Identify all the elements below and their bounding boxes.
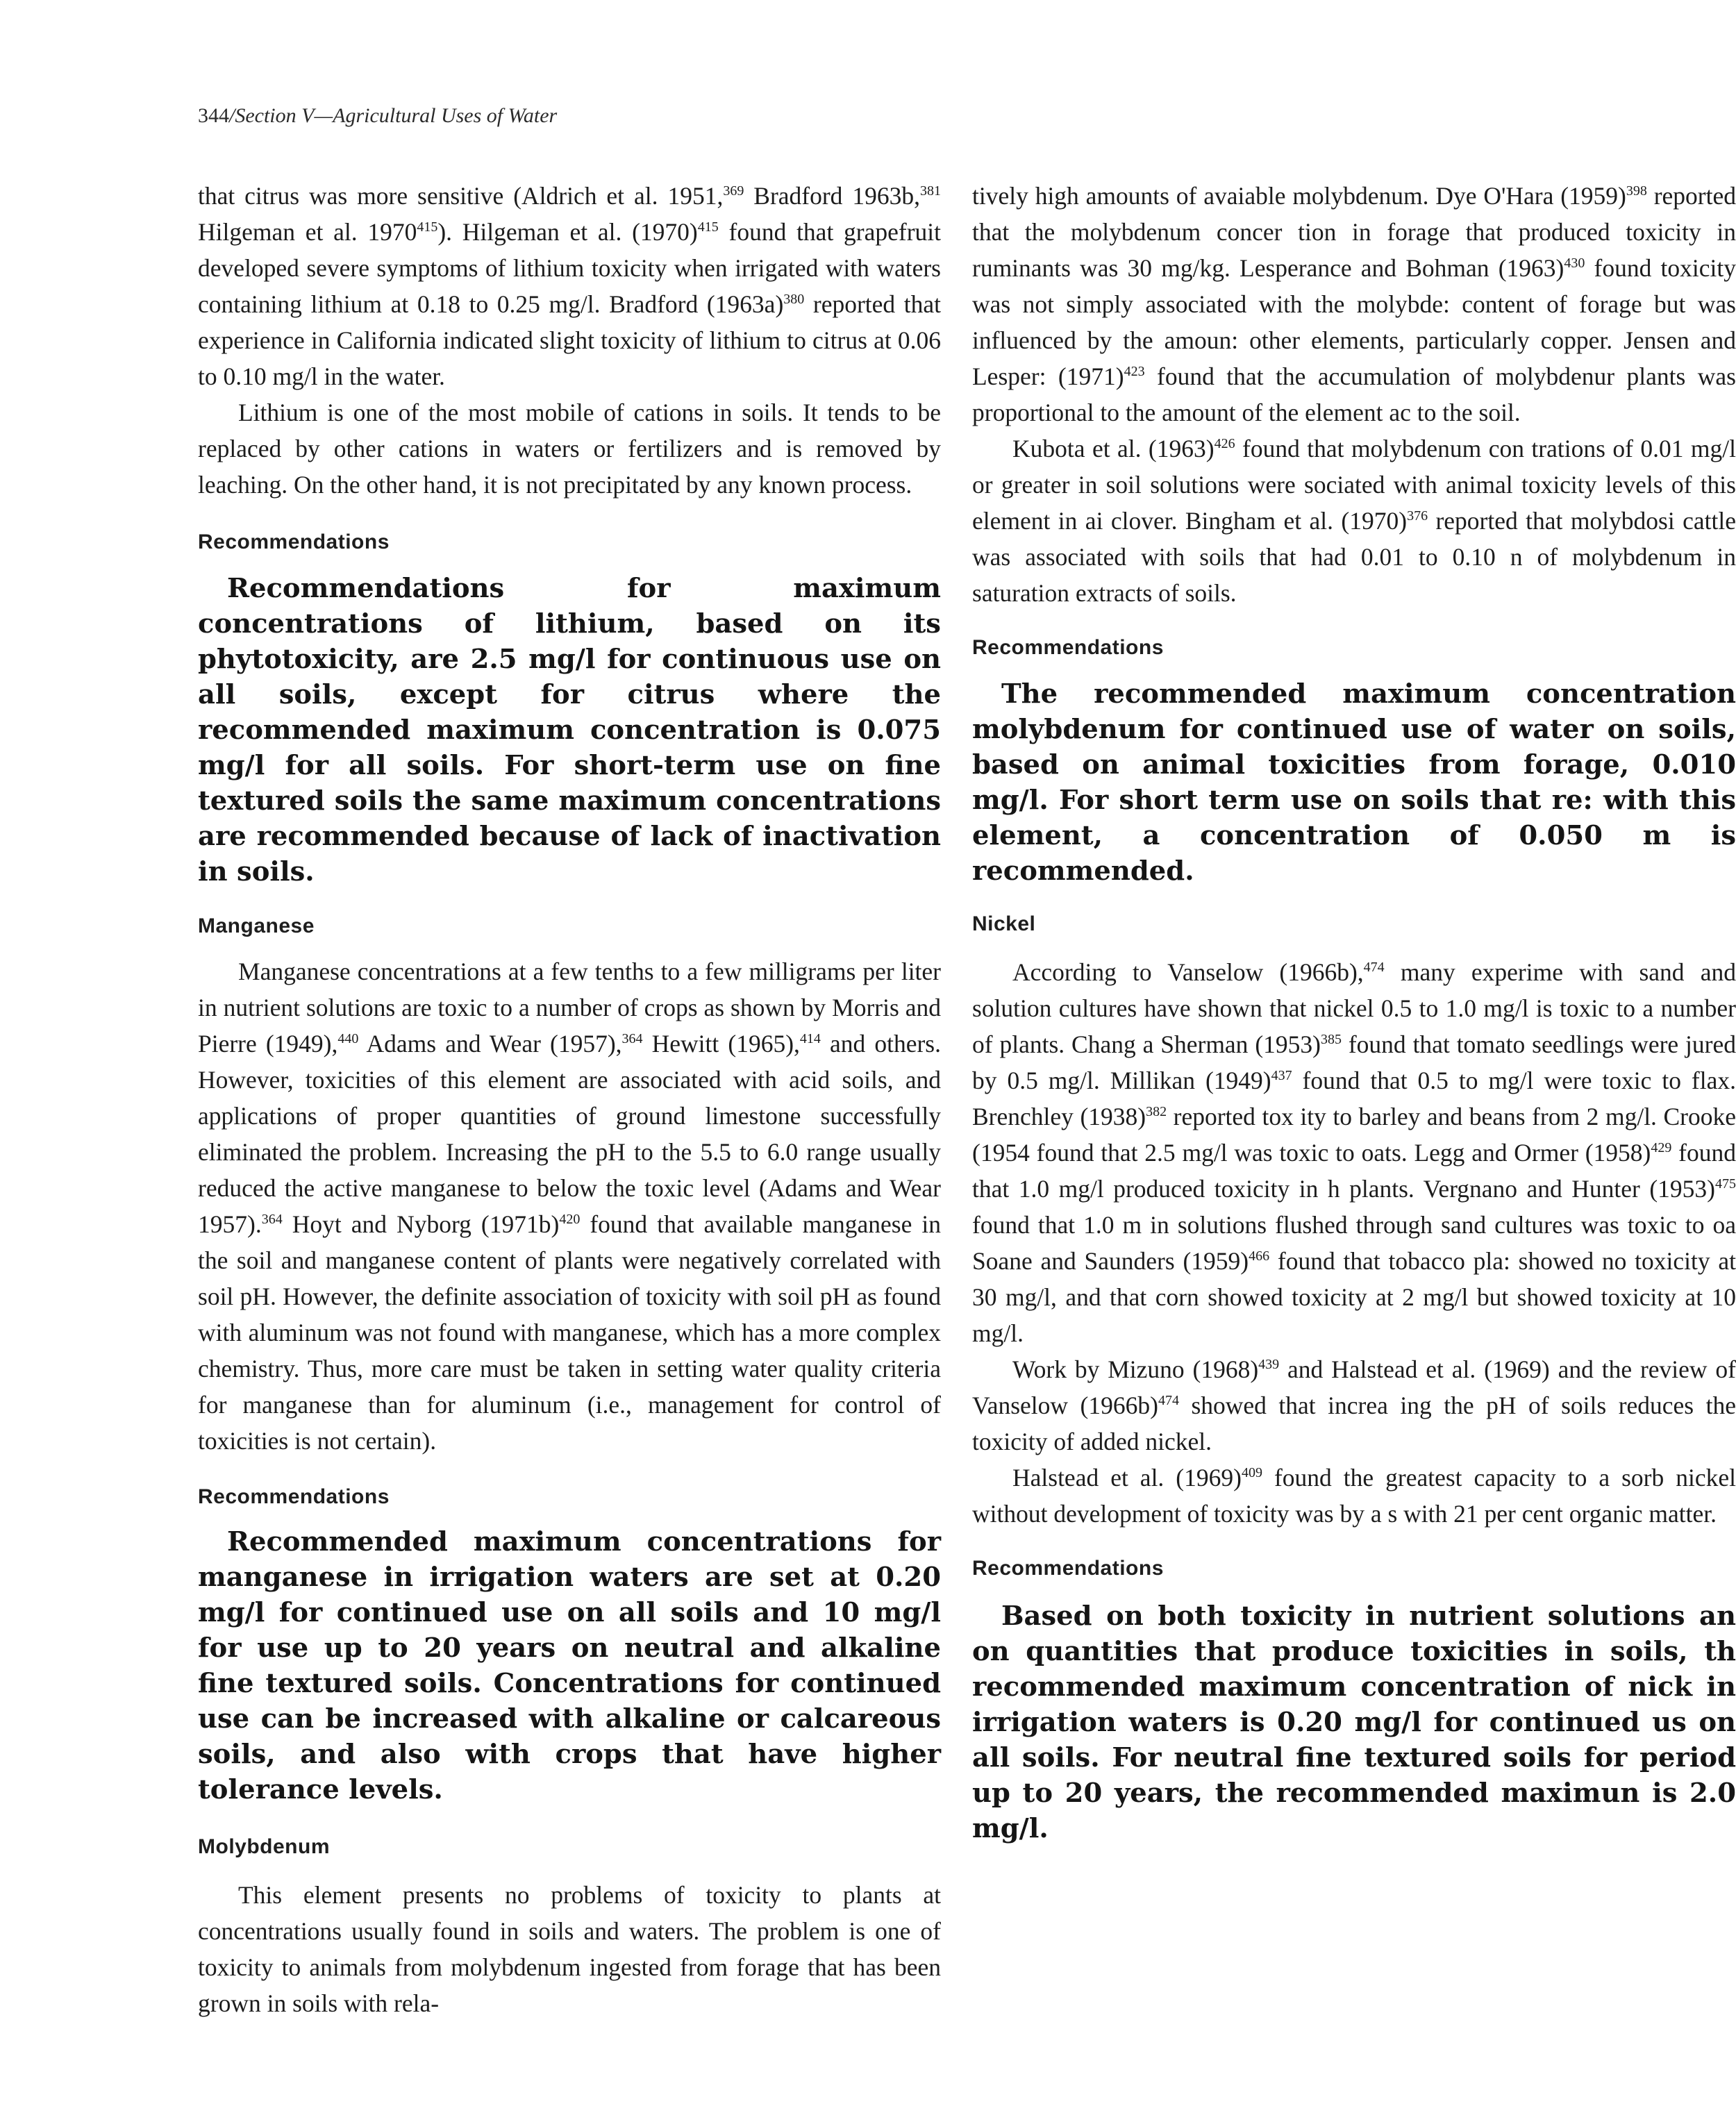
citation: 364: [261, 1212, 283, 1228]
citation: 423: [1124, 364, 1145, 380]
section-heading-recommendations: Recommendations: [198, 530, 390, 553]
recommendation-lithium: Recommendations for maximum concentrations of lithium, based on its phytotoxicity, are 2.5 mg/l for continuous use on all soils, except for citrus where the recommended maximum concentration is 0.075 mg/l for all soils. For short-term use on fine textured soils the same maximum concentrations are recommended because of lack of inactivation in soils.: [198, 573, 941, 887]
citation: 415: [417, 219, 438, 235]
text: that citrus was more sensitive (Aldrich et al. 1951,: [198, 182, 724, 210]
text: Bradford 1963b,: [744, 182, 920, 210]
citation: 415: [697, 219, 719, 235]
citation: 414: [799, 1031, 821, 1047]
section-heading-nickel: Nickel: [972, 912, 1036, 935]
paragraph-molybdenum-soil: [972, 431, 1736, 611]
citation: 437: [1271, 1068, 1292, 1084]
paragraph-manganese: [198, 953, 941, 1459]
citation: 474: [1363, 960, 1385, 976]
text: found toxicity was not simply associated with the molybde: content of forage but was influenced by the amoun: other elements, particularly copper. Jensen and Lesper: (1971): [972, 254, 1736, 390]
text: Kubota et al. (1963): [1012, 435, 1215, 462]
citation: 364: [621, 1031, 643, 1047]
citation: 381: [919, 183, 941, 199]
text: found that tobacco pla: showed no toxicity at 30 mg/l, and that corn showed toxicity at 2 mg/l but showed toxicity at 10 mg/l.: [972, 1247, 1736, 1347]
text: ). Hilgeman et al. (1970): [437, 218, 698, 246]
text: reported tox ity to barley and beans from 2 mg/l. Crooke (1954 found that 2.5 mg/l was toxic to oats. Legg and Ormer (1958): [972, 1103, 1736, 1167]
text: found that 0.5 to mg/l were toxic to flax. Brenchley (1938): [972, 1067, 1736, 1130]
text: reported that the molybdenum concer tion in forage that produced toxicity in ruminants was 30 mg/kg. Lesperance and Bohman (1963): [972, 182, 1736, 282]
citation: 385: [1320, 1032, 1342, 1048]
text: found that the accumulation of molybdenur plants was proportional to the amount of the element ac to the soil.: [972, 362, 1736, 426]
paragraph-nickel-organic: [972, 1460, 1736, 1532]
text: Adams and Wear (1957),: [358, 1030, 622, 1058]
citation: 429: [1651, 1140, 1672, 1156]
page-number: 344: [198, 104, 229, 127]
text: tively high amounts of avaiable molybdenum. Dye O'Hara (1959): [972, 182, 1626, 210]
citation: 409: [1241, 1465, 1262, 1481]
text: Hewitt (1965),: [642, 1030, 800, 1058]
citation: 369: [723, 183, 744, 199]
running-header: [198, 104, 557, 128]
recommendation-nickel: Based on both toxicity in nutrient solutions an on quantities that produce toxicities in soils, th recommended maximum concentration of nick in irrigation waters is 0.20 mg/l for continued us on all soils. For neutral fine textured soils for period up to 20 years, the recommended maximun is 2.0 mg/l.: [972, 1601, 1736, 1844]
citation: 440: [337, 1031, 359, 1047]
citation: 420: [559, 1212, 581, 1228]
right-column: [972, 178, 1736, 1846]
paragraph-nickel-ph: [972, 1351, 1736, 1460]
text: found that grapefruit developed severe symptoms of lithium toxicity when irrigated with waters containing lithium at 0.18 to 0.25 mg/l. Bradford (1963a): [198, 218, 942, 318]
citation: 439: [1258, 1357, 1280, 1373]
text: and others. However, toxicities of this element are associated with acid soils, and applications of proper quantities of ground limestone successfully eliminated the problem. Increasing the pH to the 5.5 to 6.0 range usually reduced the active manganese to below the toxic level (Adams and Wear 1957).: [198, 1030, 941, 1238]
text: found that available manganese in the soil and manganese content of plants were negatively correlated with soil pH. However, the definite association of toxicity with soil pH as found with aluminum was not found with manganese, which has a more complex chemistry. Thus, more care must be taken in setting water quality criteria for manganese than for aluminum (i.e., management for control of toxicities is not certain).: [198, 1210, 941, 1455]
text: reported that experience in California indicated slight toxicity of lithium to citrus at 0.06 to 0.10 mg/l in the water.: [198, 290, 941, 390]
section-heading-recommendations: Recommendations: [972, 1557, 1164, 1580]
citation: 382: [1146, 1104, 1167, 1120]
text: Halstead et al. (1969): [1012, 1464, 1242, 1492]
text: reported that molybdosi cattle was associated with soils that had 0.01 to 0.10 n of molybdenum in saturation extracts of soils.: [972, 507, 1736, 607]
citation: 475: [1715, 1176, 1736, 1192]
section-heading-recommendations: Recommendations: [972, 636, 1164, 659]
citation: 398: [1626, 183, 1647, 199]
section-heading-molybdenum: Molybdenum: [198, 1835, 330, 1858]
text: and Halstead et al. (1969) and the review of Vanselow (1966b): [972, 1355, 1736, 1419]
text: showed that increa ing the pH of soils reduces the toxicity of added nickel.: [972, 1392, 1736, 1455]
text: According to Vanselow (1966b),: [1012, 958, 1364, 986]
text: Hilgeman et al. 1970: [198, 218, 417, 246]
paragraph-lithium-citrus: [198, 178, 941, 394]
section-heading-manganese: Manganese: [198, 914, 315, 937]
paragraph-molybdenum: This element presents no problems of toxicity to plants at concentrations usually found in soils and waters. The problem is one of toxicity to animals from molybdenum ingested from forage that has been grown in soils with rela-: [198, 1881, 941, 2017]
citation: 380: [783, 292, 805, 308]
paragraph-molybdenum-forage: [972, 178, 1736, 431]
running-title: /Section V—Agricultural Uses of Water: [229, 104, 558, 127]
text: found that 1.0 m in solutions flushed through sand cultures was toxic to oa Soane and Saunders (1959): [972, 1211, 1736, 1275]
text: found that molybdenum con trations of 0.01 mg/l or greater in soil solutions were sociated with animal toxicity levels of this element in ai clover. Bingham et al. (1970): [972, 435, 1736, 535]
left-column: [198, 178, 941, 2021]
text: found that tomato seedlings were jured by 0.5 mg/l. Millikan (1949): [972, 1030, 1736, 1094]
text: Hoyt and Nyborg (1971b): [282, 1210, 560, 1238]
recommendation-molybdenum: The recommended maximum concentration molybdenum for continued use of water on soils, based on animal toxicities from forage, 0.010 mg/l. For short term use on soils that re: with this element, a concentration of 0.050 m is recommended.: [972, 678, 1736, 887]
citation: 474: [1158, 1393, 1179, 1409]
citation: 426: [1214, 436, 1235, 452]
paragraph-lithium-mobility: Lithium is one of the most mobile of cations in soils. It tends to be replaced by other cations in waters or fertilizers and is removed by leaching. On the other hand, it is not precipitated by any known process.: [198, 399, 941, 499]
text: Manganese concentrations at a few tenths to a few milligrams per liter in nutrient solutions are toxic to a number of crops as shown by Morris and Pierre (1949),: [198, 958, 941, 1058]
paragraph-nickel: [972, 954, 1736, 1351]
text: Work by Mizuno (1968): [1012, 1355, 1259, 1383]
citation: 430: [1564, 256, 1585, 271]
section-heading-recommendations: Recommendations: [198, 1485, 390, 1508]
text: many experime with sand and solution cultures have shown that nickel 0.5 to 1.0 mg/l is toxic to a number of plants. Chang a Sherman (1953): [972, 958, 1736, 1058]
citation: 466: [1249, 1248, 1270, 1264]
text: found that 1.0 mg/l produced toxicity in h plants. Vergnano and Hunter (1953): [972, 1139, 1736, 1203]
recommendation-manganese: Recommended maximum concentrations for manganese in irrigation waters are set at 0.20 mg/l for continued use on all soils and 10 mg/l for use up to 20 years on neutral and alkaline fine textured soils. Concentrations for continued use can be increased with alkaline or calcareous soils, and also with crops that have higher tolerance levels.: [198, 1526, 941, 1805]
citation: 376: [1407, 508, 1428, 524]
text: found the greatest capacity to a sorb nickel without development of toxicity was by a s with 21 per cent organic matter.: [972, 1464, 1736, 1528]
